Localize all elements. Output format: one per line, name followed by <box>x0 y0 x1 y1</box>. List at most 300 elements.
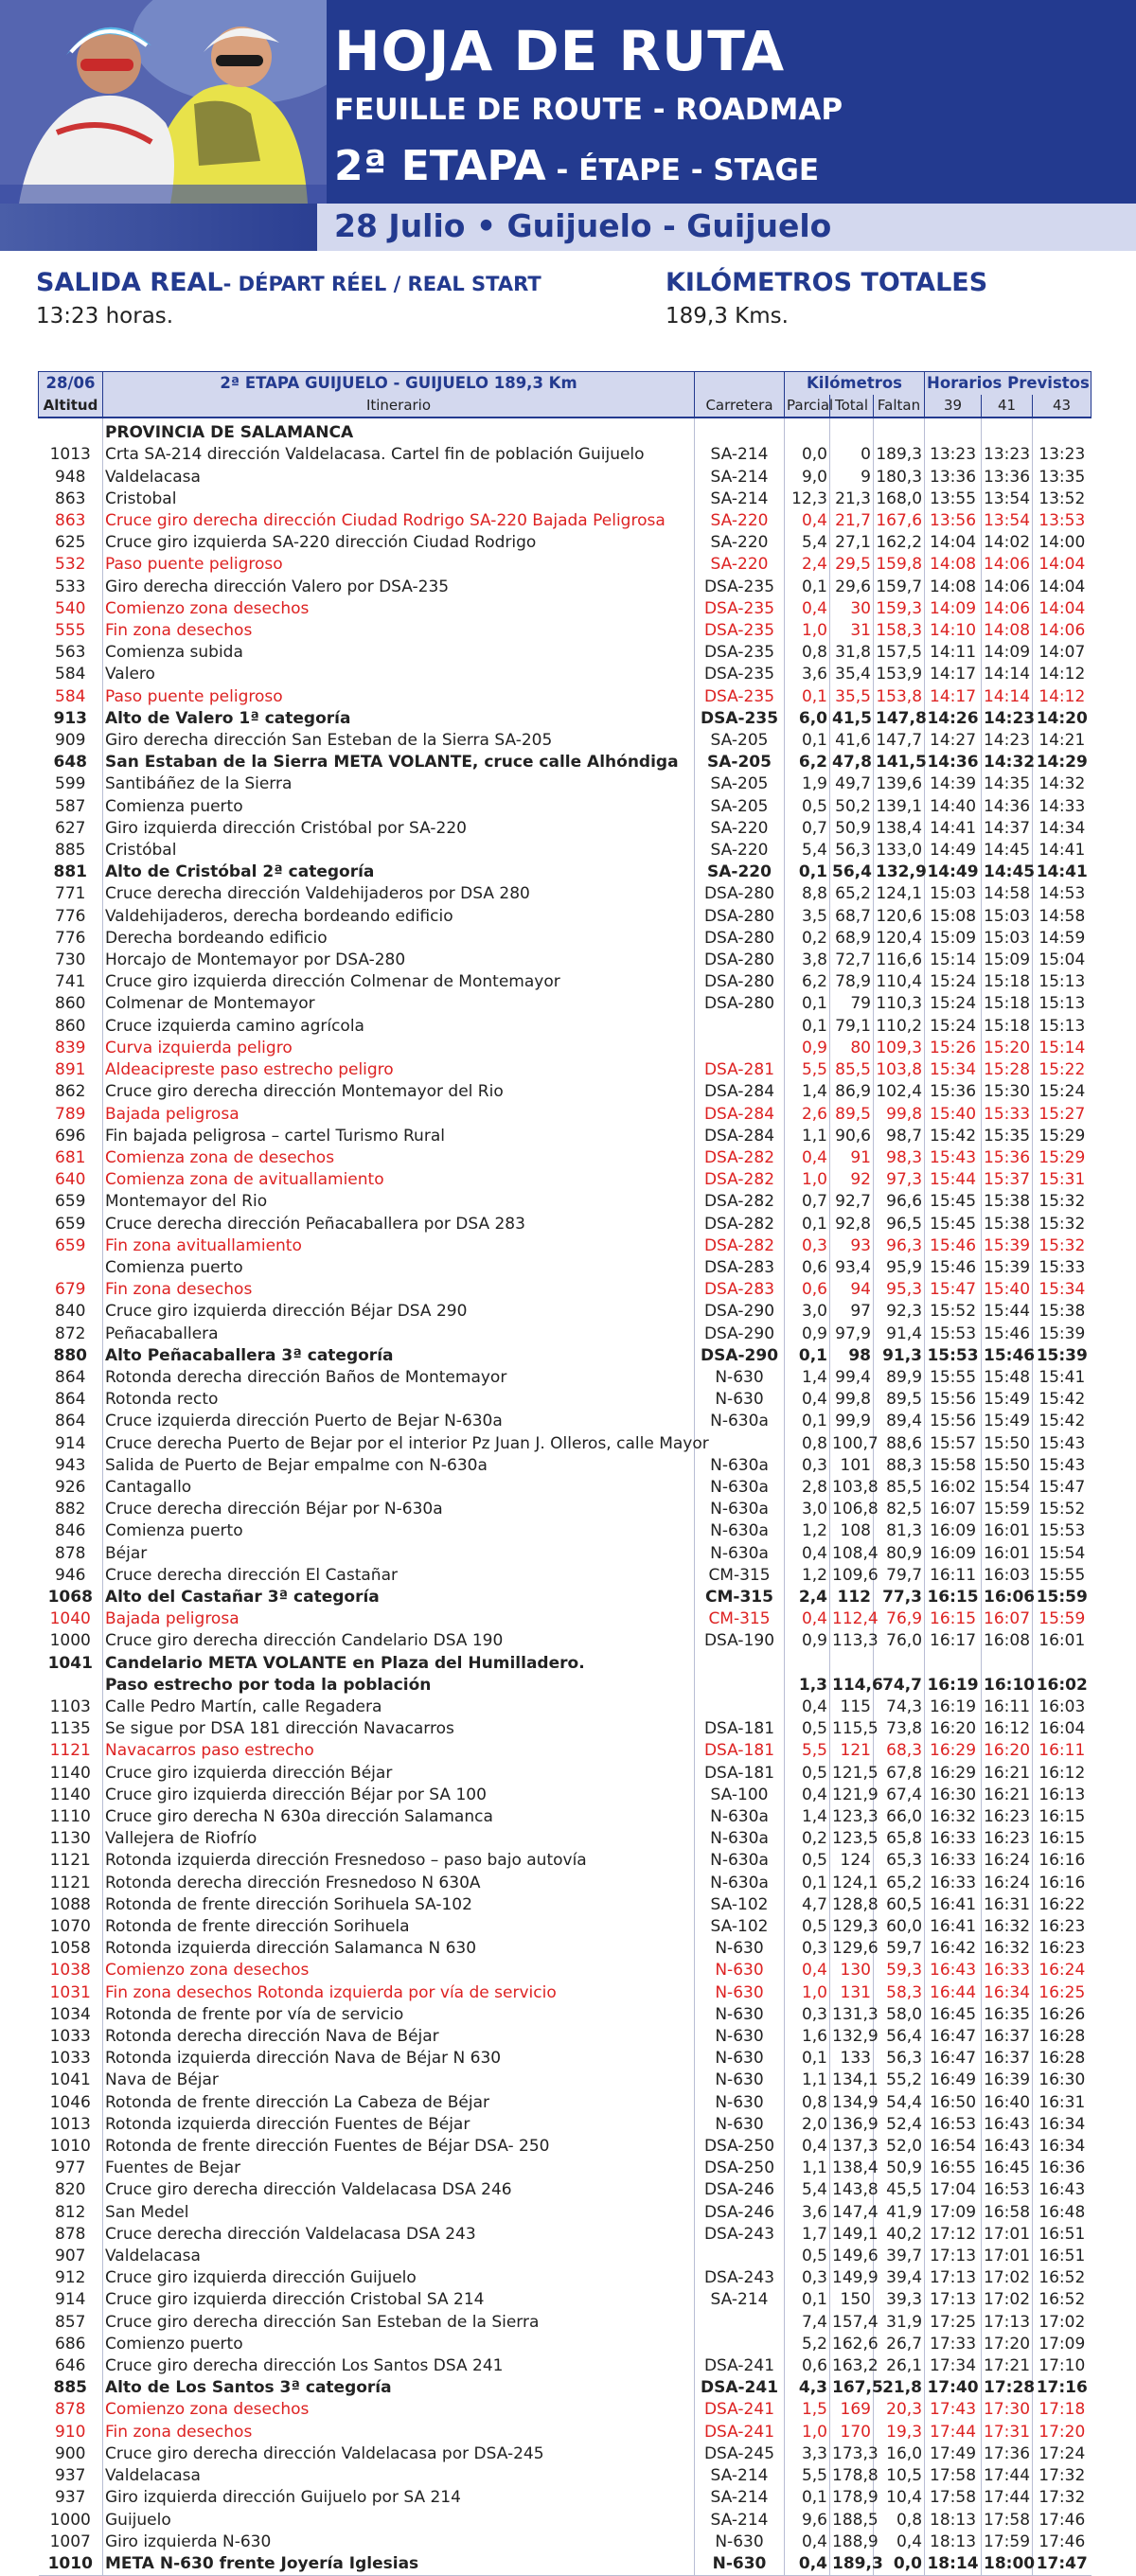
cell-road: DSA-280 <box>695 993 785 1015</box>
cell-altitude: 878 <box>55 2400 86 2420</box>
cell-total: 121 <box>830 1740 874 1762</box>
cell-altitude: 1046 <box>49 2092 91 2112</box>
cell-time-43: 15:54 <box>1033 1543 1092 1565</box>
cell-road: SA-214 <box>695 2487 785 2509</box>
header <box>0 0 1136 251</box>
cell-total: 138,4 <box>830 2158 874 2179</box>
cell-partial: 0,8 <box>785 642 830 664</box>
cell-time-39: 16:20 <box>925 1718 982 1740</box>
cell-altitude: 587 <box>55 796 86 816</box>
cell-partial: 12,3 <box>785 489 830 510</box>
cell-road: SA-102 <box>695 1916 785 1938</box>
cell-time-43: 17:09 <box>1033 2334 1092 2355</box>
cell-time-41: 14:06 <box>982 554 1033 576</box>
cell-partial: 0,1 <box>785 862 830 883</box>
table-row <box>39 1345 1092 1367</box>
cell-time-39: 16:49 <box>925 2070 982 2091</box>
cell-road: N-630 <box>695 2026 785 2048</box>
cell-time-39: 15:56 <box>925 1411 982 1432</box>
cell-itinerary: Cruce derecha dirección El Castañar <box>103 1565 695 1587</box>
cell-time-41: 18:00 <box>982 2553 1033 2576</box>
cell-road: SA-102 <box>695 1894 785 1916</box>
cell-time-43: 16:51 <box>1033 2224 1092 2246</box>
cell-time-41: 14:37 <box>982 818 1033 840</box>
cell-altitude: 776 <box>55 906 86 926</box>
cell-time-41: 15:03 <box>982 906 1033 928</box>
cell-time-43: 16:22 <box>1033 1894 1092 1916</box>
cell-left: 40,2 <box>874 2224 925 2246</box>
cell-time-41: 16:10 <box>982 1675 1033 1697</box>
cell-time-43: 14:07 <box>1033 642 1092 664</box>
cell-itinerary: Cruce giro derecha dirección Valdelacasa por DSA-245 <box>103 2443 695 2465</box>
cell-left <box>874 1653 925 1675</box>
table-row <box>39 2289 1092 2311</box>
cell-time-41: 14:35 <box>982 773 1033 795</box>
cell-total: 79,1 <box>830 1016 874 1038</box>
cell-itinerary: Paso puente peligroso <box>103 554 695 576</box>
cell-time-43: 16:28 <box>1033 2026 1092 2048</box>
table-row <box>39 1806 1092 1828</box>
cell-time-41: 16:33 <box>982 1960 1033 1981</box>
cell-time-43: 17:32 <box>1033 2487 1092 2509</box>
cell-itinerary: Bajada peligrosa <box>103 1608 695 1630</box>
cell-road: N-630 <box>695 2092 785 2114</box>
cell-total: 113,3 <box>830 1630 874 1652</box>
cell-left: 59,3 <box>874 1960 925 1981</box>
cell-altitude: 789 <box>55 1104 86 1124</box>
cell-left: 168,0 <box>874 489 925 510</box>
cell-itinerary: Cruce giro derecha N 630a dirección Salamanca <box>103 1806 695 1828</box>
cell-time-39: 16:15 <box>925 1608 982 1630</box>
cell-time-43: 15:34 <box>1033 1279 1092 1301</box>
cell-time-39: 15:56 <box>925 1389 982 1411</box>
cell-itinerary: Rotonda recto <box>103 1389 695 1411</box>
cell-itinerary: Cruce giro derecha dirección Montemayor del Rio <box>103 1081 695 1103</box>
cell-left: 141,5 <box>874 752 925 773</box>
cell-itinerary: PROVINCIA DE SALAMANCA <box>103 417 695 444</box>
cell-itinerary: Cruce izquierda dirección Puerto de Bejar N-630a <box>103 1411 695 1432</box>
table-row <box>39 2004 1092 2026</box>
cell-time-39: 16:19 <box>925 1675 982 1697</box>
cell-total: 136,9 <box>830 2114 874 2136</box>
cell-partial: 0,5 <box>785 1916 830 1938</box>
table-row <box>39 1565 1092 1587</box>
cell-time-41: 15:35 <box>982 1126 1033 1147</box>
cell-partial: 1,0 <box>785 1169 830 1191</box>
cell-time-39: 16:19 <box>925 1697 982 1718</box>
cell-time-39 <box>925 417 982 444</box>
cell-road: DSA-284 <box>695 1081 785 1103</box>
cell-road: N-630 <box>695 1982 785 2004</box>
cell-altitude: 776 <box>55 928 86 948</box>
cell-time-43: 17:32 <box>1033 2465 1092 2487</box>
cell-left: 139,1 <box>874 796 925 818</box>
cell-total: 85,5 <box>830 1059 874 1081</box>
table-row <box>39 2048 1092 2070</box>
table-row <box>39 1785 1092 1806</box>
cell-time-43: 17:46 <box>1033 2510 1092 2532</box>
cell-time-39: 14:26 <box>925 708 982 730</box>
cell-total: 189,3 <box>830 2553 874 2576</box>
cell-total: 115,5 <box>830 1718 874 1740</box>
cell-left: 0,0 <box>874 2553 925 2576</box>
cell-total: 101 <box>830 1455 874 1477</box>
cell-total: 99,9 <box>830 1411 874 1432</box>
cell-total: 92,8 <box>830 1214 874 1235</box>
table-row <box>39 818 1092 840</box>
cell-left: 68,3 <box>874 1740 925 1762</box>
cell-itinerary: Giro izquierda dirección Guijuelo por SA 214 <box>103 2487 695 2509</box>
cell-time-41: 15:09 <box>982 950 1033 971</box>
cell-time-43: 15:47 <box>1033 1477 1092 1499</box>
cell-total: 91 <box>830 1147 874 1169</box>
table-row <box>39 1257 1092 1279</box>
cell-time-43: 15:31 <box>1033 1169 1092 1191</box>
cell-left: 60,0 <box>874 1916 925 1938</box>
cell-time-39: 13:56 <box>925 510 982 532</box>
table-row <box>39 2553 1092 2576</box>
cell-road: N-630 <box>695 2070 785 2091</box>
table-row <box>39 1433 1092 1455</box>
cell-itinerary: Cruce giro izquierda dirección Guijuelo <box>103 2267 695 2289</box>
cell-time-43: 15:39 <box>1033 1345 1092 1367</box>
cyclists-illustration <box>0 0 327 204</box>
cell-partial: 0,3 <box>785 1455 830 1477</box>
cell-time-41: 15:37 <box>982 1169 1033 1191</box>
cell-altitude: 679 <box>55 1280 86 1300</box>
cell-time-39: 14:40 <box>925 796 982 818</box>
cell-left: 56,3 <box>874 2048 925 2070</box>
cell-time-39: 17:09 <box>925 2202 982 2224</box>
cell-total: 132,9 <box>830 2026 874 2048</box>
cell-altitude: 599 <box>55 774 86 794</box>
cell-altitude: 1033 <box>49 2049 91 2069</box>
cell-altitude: 882 <box>55 1500 86 1519</box>
cell-time-41: 13:36 <box>982 467 1033 489</box>
cell-time-39: 17:58 <box>925 2465 982 2487</box>
table-row <box>39 2399 1092 2421</box>
cell-itinerary: Horcajo de Montemayor por DSA-280 <box>103 950 695 971</box>
cell-itinerary: Giro izquierda N-630 <box>103 2532 695 2553</box>
cell-road: N-630a <box>695 1411 785 1432</box>
cell-itinerary: Crta SA-214 dirección Valdelacasa. Cartel fin de población Guijuelo <box>103 444 695 466</box>
cell-partial: 3,0 <box>785 1499 830 1520</box>
table-row <box>39 2070 1092 2091</box>
cell-itinerary: Rotonda de frente dirección Fuentes de Béjar DSA- 250 <box>103 2136 695 2158</box>
table-row <box>39 950 1092 971</box>
cell-altitude: 864 <box>55 1390 86 1410</box>
cell-itinerary: Cruce giro derecha dirección Candelario DSA 190 <box>103 1630 695 1652</box>
cell-total: 100,7 <box>830 1433 874 1455</box>
cell-road: DSA-241 <box>695 2355 785 2377</box>
cell-time-43: 16:03 <box>1033 1697 1092 1718</box>
table-row <box>39 1169 1092 1191</box>
cell-total: 112 <box>830 1587 874 1608</box>
cell-left: 116,6 <box>874 950 925 971</box>
cell-time-39: 17:25 <box>925 2312 982 2334</box>
cell-road: SA-214 <box>695 489 785 510</box>
table-row <box>39 642 1092 664</box>
cell-altitude: 1135 <box>49 1719 91 1739</box>
cell-total: 80 <box>830 1038 874 1059</box>
cell-time-41: 17:02 <box>982 2267 1033 2289</box>
cell-time-39: 16:33 <box>925 1850 982 1872</box>
cell-total: 90,6 <box>830 1126 874 1147</box>
cell-itinerary: Alto de Los Santos 3ª categoría <box>103 2377 695 2399</box>
cell-partial: 2,8 <box>785 1477 830 1499</box>
cell-total: 31 <box>830 620 874 642</box>
cell-road: DSA-282 <box>695 1191 785 1213</box>
cell-time-43: 17:02 <box>1033 2312 1092 2334</box>
cell-left <box>874 417 925 444</box>
table-row <box>39 444 1092 466</box>
cell-total: 123,3 <box>830 1806 874 1828</box>
cell-total: 35,5 <box>830 686 874 708</box>
cell-road: DSA-181 <box>695 1718 785 1740</box>
table-row <box>39 1191 1092 1213</box>
cell-altitude: 584 <box>55 686 86 706</box>
table-row <box>39 1916 1092 1938</box>
cell-time-43: 15:53 <box>1033 1520 1092 1542</box>
start-label-main: SALIDA REAL <box>36 268 223 297</box>
cell-time-43: 16:16 <box>1033 1850 1092 1872</box>
table-row <box>39 1104 1092 1126</box>
cell-time-43: 14:04 <box>1033 554 1092 576</box>
cell-time-39: 16:54 <box>925 2136 982 2158</box>
cell-time-39: 17:49 <box>925 2443 982 2465</box>
cell-time-39: 16:43 <box>925 1960 982 1981</box>
cell-road: SA-220 <box>695 554 785 576</box>
cell-time-43: 14:06 <box>1033 620 1092 642</box>
cell-altitude: 1058 <box>49 1939 91 1959</box>
cell-partial: 0,8 <box>785 2092 830 2114</box>
table-row <box>39 2532 1092 2553</box>
cell-left: 89,5 <box>874 1389 925 1411</box>
cell-itinerary: Valdelacasa <box>103 2465 695 2487</box>
cell-road: DSA-282 <box>695 1214 785 1235</box>
cell-total: 50,9 <box>830 818 874 840</box>
cell-road: DSA-282 <box>695 1147 785 1169</box>
cell-time-39: 16:07 <box>925 1499 982 1520</box>
cell-time-43: 16:28 <box>1033 2048 1092 2070</box>
cell-partial: 0,1 <box>785 2048 830 2070</box>
cell-partial: 0,3 <box>785 1235 830 1257</box>
cell-left: 189,3 <box>874 444 925 466</box>
cell-altitude: 771 <box>55 884 86 904</box>
cell-time-43: 14:00 <box>1033 532 1092 554</box>
cell-partial: 1,1 <box>785 2158 830 2179</box>
cell-left: 110,4 <box>874 971 925 993</box>
table-row <box>39 467 1092 489</box>
cell-time-43: 15:04 <box>1033 950 1092 971</box>
cell-altitude: 1013 <box>49 2114 91 2134</box>
cell-left: 109,3 <box>874 1038 925 1059</box>
cell-left: 59,7 <box>874 1938 925 1960</box>
total-km-value: 189,3 Kms. <box>666 304 789 329</box>
table-row <box>39 2443 1092 2465</box>
cell-time-43: 16:48 <box>1033 2202 1092 2224</box>
cell-road: DSA-280 <box>695 928 785 950</box>
cell-total: 86,9 <box>830 1081 874 1103</box>
cell-altitude: 1013 <box>49 445 91 465</box>
cell-partial: 8,8 <box>785 883 830 905</box>
table-row <box>39 1653 1092 1675</box>
cell-road: DSA-243 <box>695 2267 785 2289</box>
table-row <box>39 686 1092 708</box>
cell-itinerary: Cruce giro izquierda dirección Béjar <box>103 1763 695 1785</box>
cell-total: 114,6 <box>830 1675 874 1697</box>
cell-road: DSA-290 <box>695 1301 785 1323</box>
cell-itinerary: Rotonda de frente dirección La Cabeza de Béjar <box>103 2092 695 2114</box>
cell-partial: 3,3 <box>785 2443 830 2465</box>
cell-left: 110,2 <box>874 1016 925 1038</box>
cell-left: 41,9 <box>874 2202 925 2224</box>
cell-left: 26,7 <box>874 2334 925 2355</box>
cell-time-43: 14:04 <box>1033 577 1092 598</box>
cell-itinerary: Vallejera de Riofrío <box>103 1828 695 1850</box>
cell-time-39: 15:24 <box>925 1016 982 1038</box>
cell-altitude: 1010 <box>39 2553 103 2576</box>
cell-time-41: 16:37 <box>982 2048 1033 2070</box>
cell-time-43: 16:02 <box>1033 1675 1092 1697</box>
table-row <box>39 1982 1092 2004</box>
cell-time-41: 17:21 <box>982 2355 1033 2377</box>
cell-total: 188,9 <box>830 2532 874 2553</box>
cell-time-39: 18:13 <box>925 2532 982 2553</box>
cell-left: 21,8 <box>874 2377 925 2399</box>
cell-time-43: 15:43 <box>1033 1455 1092 1477</box>
table-header-columns <box>39 395 1092 417</box>
cell-itinerary: Fuentes de Bejar <box>103 2158 695 2179</box>
cell-partial: 5,2 <box>785 2334 830 2355</box>
cell-time-43: 16:15 <box>1033 1806 1092 1828</box>
cell-partial: 6,2 <box>785 971 830 993</box>
cell-partial: 2,4 <box>785 1587 830 1608</box>
cell-partial: 1,2 <box>785 1565 830 1587</box>
cell-time-39: 14:09 <box>925 598 982 620</box>
cell-altitude: 880 <box>53 1345 87 1365</box>
cell-time-41: 17:02 <box>982 2289 1033 2311</box>
cell-left: 65,3 <box>874 1850 925 1872</box>
cell-time-39: 17:13 <box>925 2246 982 2267</box>
stage-title <box>334 142 819 190</box>
cell-time-43: 15:13 <box>1033 971 1092 993</box>
cell-road <box>695 1038 785 1059</box>
cell-time-41: 15:30 <box>982 1081 1033 1103</box>
cell-total: 169 <box>830 2399 874 2421</box>
table-row <box>39 862 1092 883</box>
col-partial: Parcial <box>785 395 830 417</box>
cell-left: 39,3 <box>874 2289 925 2311</box>
cell-time-39: 14:17 <box>925 686 982 708</box>
cell-total: 157,4 <box>830 2312 874 2334</box>
cell-left: 95,3 <box>874 1279 925 1301</box>
cell-road <box>695 2334 785 2355</box>
cell-road: DSA-235 <box>695 598 785 620</box>
cell-itinerary: Rotonda izquierda dirección Salamanca N 630 <box>103 1938 695 1960</box>
cell-left: 132,9 <box>874 862 925 883</box>
cell-total: 92 <box>830 1169 874 1191</box>
cell-altitude: 864 <box>55 1412 86 1431</box>
cell-altitude: 840 <box>55 1302 86 1322</box>
cell-time-39: 16:50 <box>925 2092 982 2114</box>
cell-itinerary: Cruce giro izquierda dirección Cristobal SA 214 <box>103 2289 695 2311</box>
cell-total: 41,5 <box>830 708 874 730</box>
cell-time-43: 14:04 <box>1033 598 1092 620</box>
cell-time-41: 16:37 <box>982 2026 1033 2048</box>
cell-left: 20,3 <box>874 2399 925 2421</box>
cell-altitude: 926 <box>55 1477 86 1497</box>
cell-total: 149,6 <box>830 2246 874 2267</box>
cell-total: 131 <box>830 1982 874 2004</box>
cell-itinerary: Comienzo zona desechos <box>103 2399 695 2421</box>
cell-time-43: 16:23 <box>1033 1916 1092 1938</box>
cell-itinerary: Cruce derecha dirección Peñacaballera por DSA 283 <box>103 1214 695 1235</box>
cell-partial: 3,6 <box>785 664 830 685</box>
start-time: 13:23 horas. <box>36 304 174 329</box>
cell-road: SA-205 <box>695 730 785 752</box>
cell-time-43: 15:32 <box>1033 1214 1092 1235</box>
cell-partial: 0,1 <box>785 993 830 1015</box>
cell-partial: 3,6 <box>785 2202 830 2224</box>
cell-partial: 0,5 <box>785 1850 830 1872</box>
cell-road: SA-214 <box>695 467 785 489</box>
cell-time-39: 15:34 <box>925 1059 982 1081</box>
table-row <box>39 2312 1092 2334</box>
cell-left: 80,9 <box>874 1543 925 1565</box>
cell-time-43: 15:42 <box>1033 1411 1092 1432</box>
cell-time-39: 17:40 <box>925 2377 982 2399</box>
table-row <box>39 2422 1092 2443</box>
cell-partial: 0,8 <box>785 1433 830 1455</box>
cell-partial: 0,4 <box>785 2532 830 2553</box>
cell-altitude: 659 <box>55 1214 86 1234</box>
cell-altitude: 907 <box>55 2247 86 2266</box>
table-row <box>39 1740 1092 1762</box>
cell-time-41: 16:21 <box>982 1763 1033 1785</box>
cell-partial: 0,1 <box>785 1214 830 1235</box>
cell-total: 41,6 <box>830 730 874 752</box>
cell-time-41: 15:44 <box>982 1301 1033 1323</box>
cell-total: 108 <box>830 1520 874 1542</box>
cell-altitude: 533 <box>55 577 86 596</box>
cell-left: 10,5 <box>874 2465 925 2487</box>
cell-time-41: 14:45 <box>982 840 1033 862</box>
cell-road: DSA-241 <box>695 2399 785 2421</box>
cell-itinerary: Fin zona desechos <box>103 1279 695 1301</box>
table-row <box>39 1894 1092 1916</box>
cell-total: 137,3 <box>830 2136 874 2158</box>
cell-road: SA-214 <box>695 2510 785 2532</box>
cell-road: DSA-241 <box>695 2422 785 2443</box>
cell-left: 92,3 <box>874 1301 925 1323</box>
cell-left: 76,0 <box>874 1630 925 1652</box>
table-row <box>39 2377 1092 2399</box>
cell-itinerary: Paso puente peligroso <box>103 686 695 708</box>
cell-altitude: 863 <box>55 489 86 508</box>
cell-road: N-630a <box>695 1873 785 1894</box>
table-row <box>39 1499 1092 1520</box>
table-row <box>39 1126 1092 1147</box>
col-time-43: 43 <box>1033 395 1092 417</box>
cell-total: 27,1 <box>830 532 874 554</box>
cell-total: 167,5 <box>830 2377 874 2399</box>
cell-total: 35,4 <box>830 664 874 685</box>
cell-partial: 7,4 <box>785 2312 830 2334</box>
cell-partial: 0,9 <box>785 1630 830 1652</box>
cell-road: SA-220 <box>695 840 785 862</box>
cell-total: 68,7 <box>830 906 874 928</box>
